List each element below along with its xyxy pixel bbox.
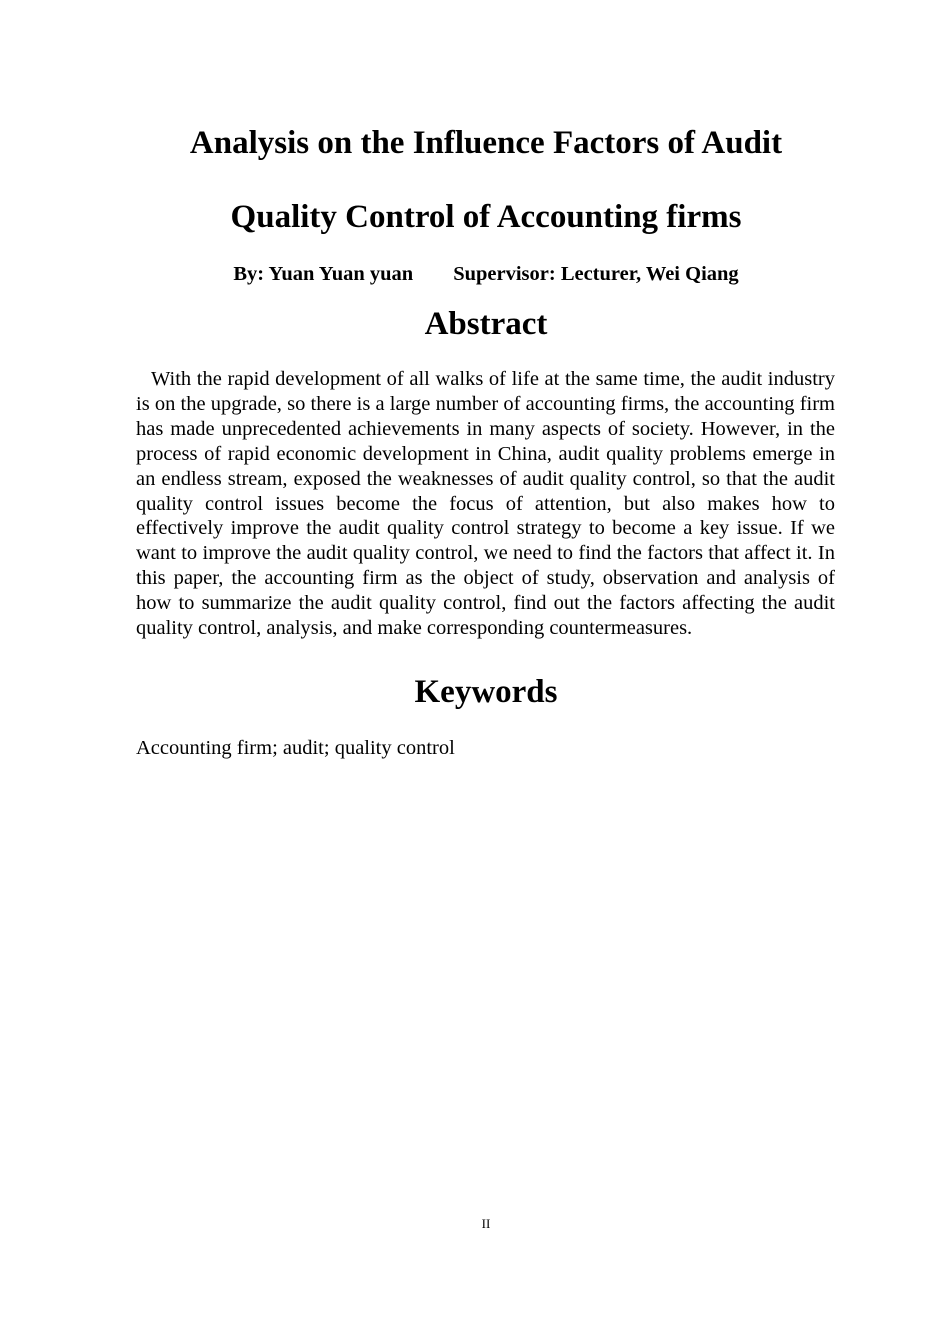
abstract-body: With the rapid development of all walks of life at the same time, the audit industry is on the upgrade, so there is a large number of accounting firms, the accounting firm has made unprecedented achievements in many aspects of society. However, in the process of rapid economic development in China, audit quality problems emerge in an endless stream, exposed the weaknesses of audit quality control, so that the audit quality control issues become the focus of attention, but also makes how to effectively improve the audit quality control strategy to become a key issue. If we want to improve the audit quality control, we need to find the factors that affect it. In this paper, the accounting firm as the object of study, observation and analysis of how to summarize the audit quality control, find out the factors affecting the audit quality control, analysis, and make corresponding countermeasures.: [136, 368, 835, 640]
title-line-1: Analysis on the Influence Factors of Audit: [189, 125, 783, 161]
keywords-heading: Keywords: [414, 674, 558, 710]
abstract-heading: Abstract: [424, 306, 548, 342]
page-number: II: [481, 1216, 491, 1231]
supervisor-line: Supervisor: Lecturer, Wei Qiang: [453, 263, 739, 285]
byline: [0, 261, 950, 287]
author-line: By: Yuan Yuan yuan: [233, 263, 414, 285]
title-line-2: Quality Control of Accounting firms: [230, 199, 742, 235]
keywords-body: Accounting firm; audit; quality control: [136, 737, 455, 759]
